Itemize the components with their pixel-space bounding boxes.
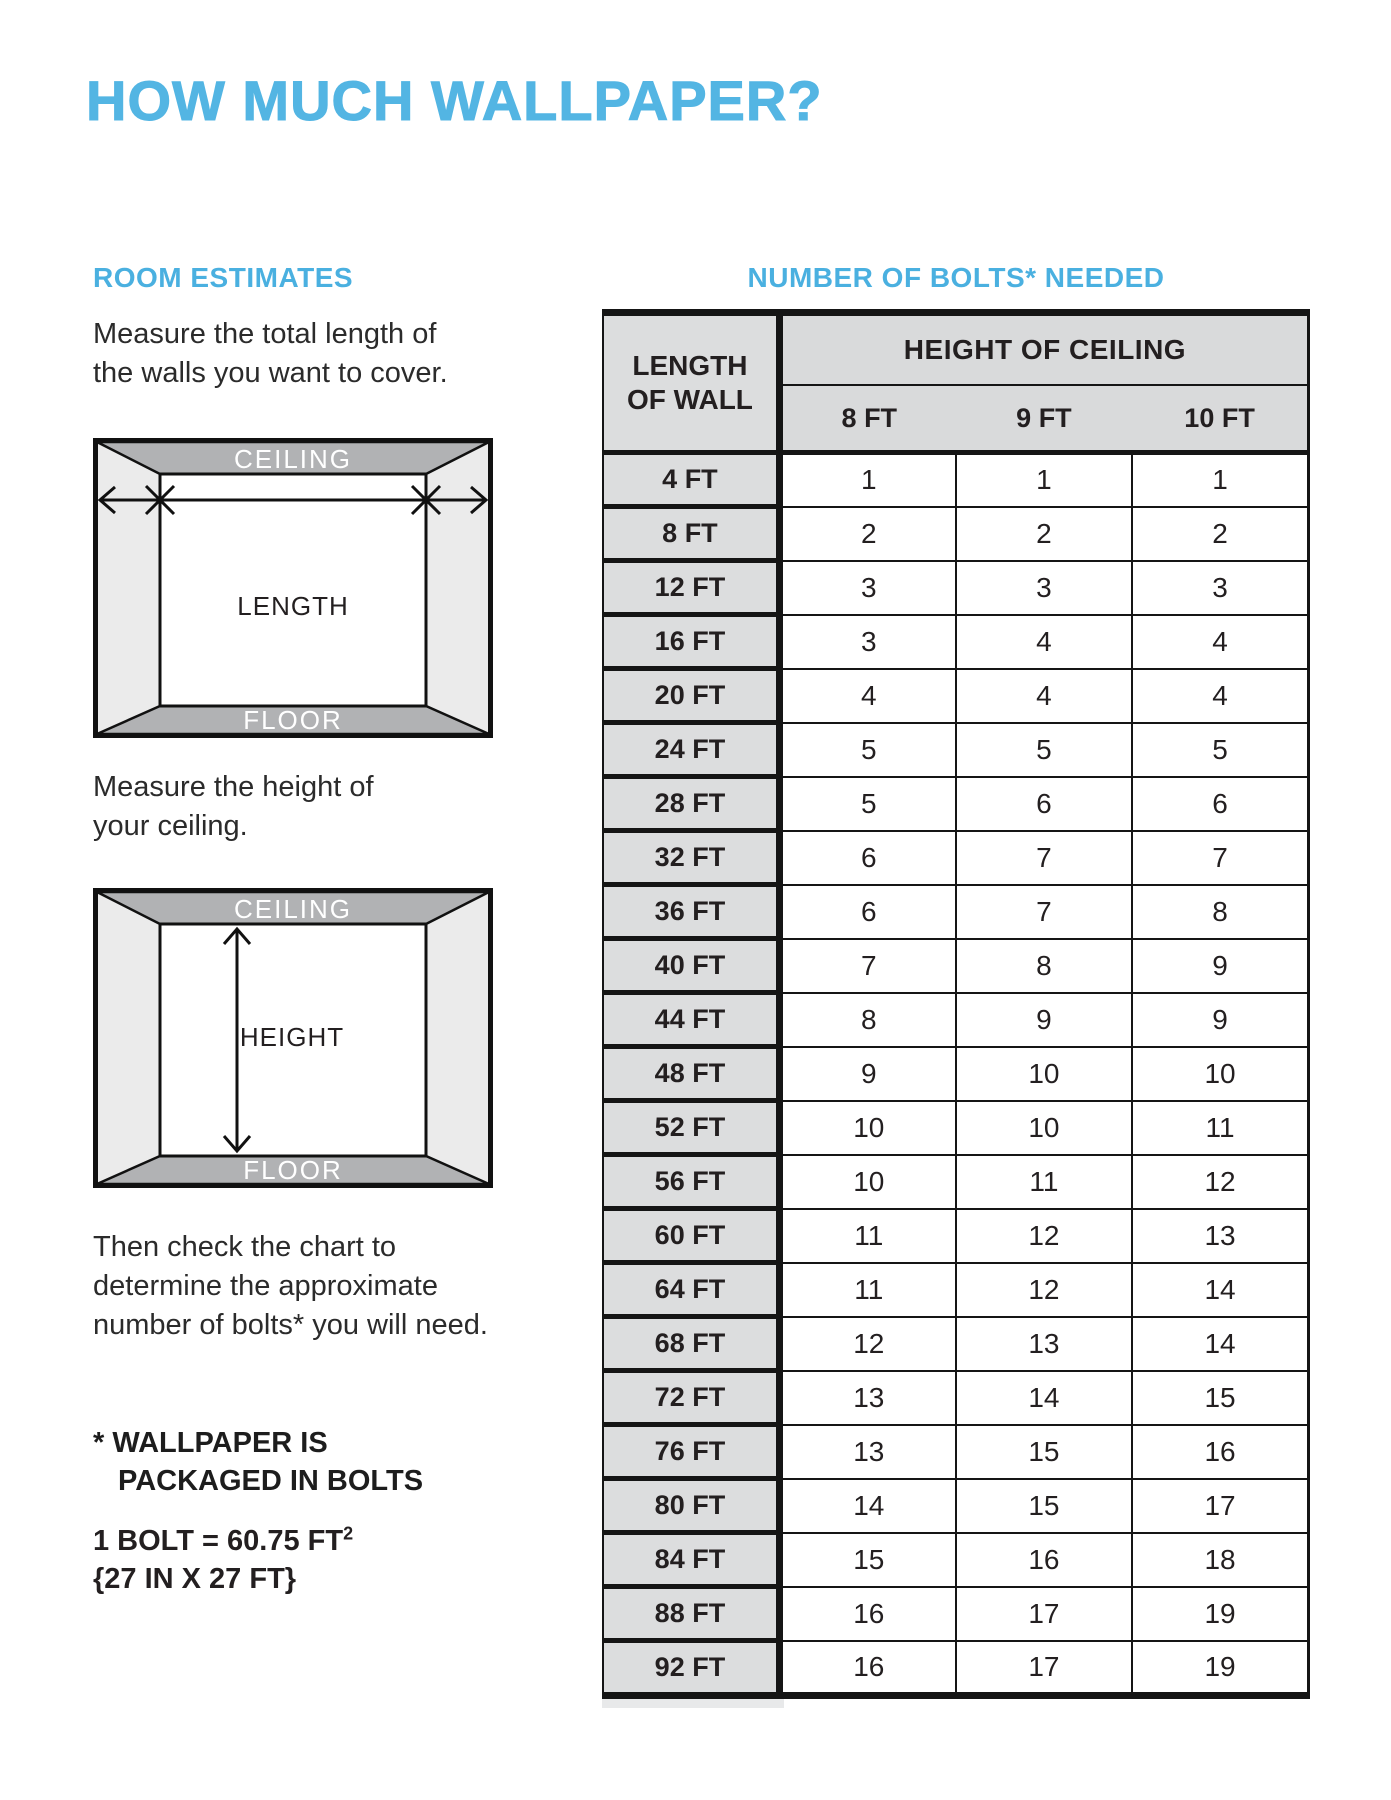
table-row	[603, 561, 1309, 615]
bolts-8ft-cell: 6	[779, 885, 955, 939]
bolts-10ft-cell: 5	[1132, 723, 1308, 777]
bolts-10ft-cell: 19	[1132, 1587, 1308, 1641]
bolts-8ft-cell: 11	[779, 1263, 955, 1317]
bolts-9ft-cell: 8	[956, 939, 1132, 993]
table-row	[603, 507, 1309, 561]
room-estimates-heading: ROOM ESTIMATES	[93, 262, 354, 293]
bolts-9ft-cell: 15	[956, 1425, 1132, 1479]
bolts-8ft-cell: 5	[779, 723, 955, 777]
instruction-line: determine the approximate	[93, 1270, 438, 1302]
table-row	[603, 1155, 1309, 1209]
bolts-10ft-cell: 1	[1132, 453, 1308, 507]
bolts-10ft-cell: 7	[1132, 831, 1308, 885]
ceiling-label: CEILING	[233, 444, 353, 474]
bolts-10ft-cell: 4	[1132, 669, 1308, 723]
bolts-9ft-cell: 7	[956, 885, 1132, 939]
column-header-10ft: 10 FT	[1132, 385, 1308, 453]
table-row	[603, 1317, 1309, 1371]
bolts-8ft-cell: 5	[779, 777, 955, 831]
bolts-10ft-cell: 6	[1132, 777, 1308, 831]
table-row	[603, 1263, 1309, 1317]
bolts-9ft-cell: 10	[956, 1101, 1132, 1155]
table-row	[603, 669, 1309, 723]
bolts-10ft-cell: 4	[1132, 615, 1308, 669]
bolts-8ft-cell: 14	[779, 1479, 955, 1533]
wall-length-cell: 44 FT	[603, 993, 779, 1047]
wall-length-cell: 76 FT	[603, 1425, 779, 1479]
bolts-9ft-cell: 16	[956, 1533, 1132, 1587]
bolts-10ft-cell: 14	[1132, 1317, 1308, 1371]
bolts-9ft-cell: 17	[956, 1587, 1132, 1641]
bolts-10ft-cell: 16	[1132, 1425, 1308, 1479]
bolts-10ft-cell: 14	[1132, 1263, 1308, 1317]
table-bottom-shadow	[602, 1699, 784, 1708]
bolts-9ft-cell: 7	[956, 831, 1132, 885]
bolt-size-info	[93, 1522, 353, 1598]
bolts-8ft-cell: 10	[779, 1155, 955, 1209]
table-row	[603, 885, 1309, 939]
height-of-ceiling-header: HEIGHT OF CEILING	[779, 313, 1308, 386]
column-header-8ft: 8 FT	[779, 385, 955, 453]
instruction-line: your ceiling.	[93, 810, 248, 842]
floor-label: FLOOR	[243, 1155, 343, 1185]
bolt-equation-text: 1 BOLT = 60.75 FT	[93, 1525, 344, 1557]
length-label: LENGTH	[237, 591, 349, 621]
table-row	[603, 1047, 1309, 1101]
ceiling-label: CEILING	[233, 894, 353, 924]
wall-length-cell: 80 FT	[603, 1479, 779, 1533]
bolts-9ft-cell: 12	[956, 1209, 1132, 1263]
table-row	[603, 615, 1309, 669]
bolts-8ft-cell: 9	[779, 1047, 955, 1101]
table-row	[603, 939, 1309, 993]
bolts-9ft-cell: 4	[956, 669, 1132, 723]
wall-length-cell: 88 FT	[603, 1587, 779, 1641]
wall-length-cell: 12 FT	[603, 561, 779, 615]
wall-length-cell: 64 FT	[603, 1263, 779, 1317]
bolts-10ft-cell: 2	[1132, 507, 1308, 561]
bolts-10ft-cell: 13	[1132, 1209, 1308, 1263]
bolts-10ft-cell: 3	[1132, 561, 1308, 615]
column-header-9ft: 9 FT	[956, 385, 1132, 453]
table-row	[603, 1533, 1309, 1587]
bolts-8ft-cell: 13	[779, 1425, 955, 1479]
bolts-10ft-cell: 11	[1132, 1101, 1308, 1155]
footnote-line: PACKAGED IN BOLTS	[118, 1465, 424, 1497]
instruction-line: number of bolts* you will need.	[93, 1309, 488, 1341]
instruction-measure-height	[93, 768, 374, 846]
bolts-8ft-cell: 15	[779, 1533, 955, 1587]
wall-length-cell: 28 FT	[603, 777, 779, 831]
bolts-8ft-cell: 8	[779, 993, 955, 1047]
wall-length-cell: 68 FT	[603, 1317, 779, 1371]
wall-length-cell: 4 FT	[603, 453, 779, 507]
wall-length-cell: 8 FT	[603, 507, 779, 561]
bolts-9ft-cell: 12	[956, 1263, 1132, 1317]
table-row	[603, 831, 1309, 885]
table-row	[603, 453, 1309, 507]
bolts-9ft-cell: 3	[956, 561, 1132, 615]
bolts-10ft-cell: 17	[1132, 1479, 1308, 1533]
bolts-10ft-cell: 15	[1132, 1371, 1308, 1425]
bolts-8ft-cell: 6	[779, 831, 955, 885]
bolt-equation-superscript: 2	[343, 1523, 354, 1544]
table-row	[603, 723, 1309, 777]
table-row	[603, 1425, 1309, 1479]
page-title: HOW MUCH WALLPAPER?	[86, 69, 823, 132]
bolts-10ft-cell: 8	[1132, 885, 1308, 939]
instruction-check-chart	[93, 1228, 488, 1345]
back-wall	[160, 474, 426, 706]
bolts-8ft-cell: 1	[779, 453, 955, 507]
bolts-8ft-cell: 13	[779, 1371, 955, 1425]
room-height-diagram	[93, 888, 493, 1188]
table-row	[603, 777, 1309, 831]
wall-length-cell: 92 FT	[603, 1641, 779, 1696]
bolts-9ft-cell: 4	[956, 615, 1132, 669]
bolts-9ft-cell: 9	[956, 993, 1132, 1047]
bolts-table	[602, 309, 1310, 1699]
bolts-9ft-cell: 2	[956, 507, 1132, 561]
floor-label: FLOOR	[243, 705, 343, 735]
bolts-8ft-cell: 7	[779, 939, 955, 993]
bolts-9ft-cell: 11	[956, 1155, 1132, 1209]
bolts-8ft-cell: 3	[779, 615, 955, 669]
bolts-9ft-cell: 15	[956, 1479, 1132, 1533]
table-row	[603, 1209, 1309, 1263]
bolts-8ft-cell: 10	[779, 1101, 955, 1155]
bolts-9ft-cell: 1	[956, 453, 1132, 507]
table-row	[603, 1587, 1309, 1641]
room-length-diagram	[93, 438, 493, 738]
bolts-9ft-cell: 5	[956, 723, 1132, 777]
length-of-wall-header-line: LENGTH	[632, 350, 748, 381]
instruction-line: Then check the chart to	[93, 1231, 397, 1263]
bolts-8ft-cell: 2	[779, 507, 955, 561]
bolts-9ft-cell: 17	[956, 1641, 1132, 1696]
table-row	[603, 1371, 1309, 1425]
bolts-8ft-cell: 16	[779, 1587, 955, 1641]
wallpaper-bolts-footnote	[93, 1424, 423, 1500]
wall-length-cell: 48 FT	[603, 1047, 779, 1101]
table-row	[603, 1479, 1309, 1533]
bolts-9ft-cell: 14	[956, 1371, 1132, 1425]
bolts-10ft-cell: 18	[1132, 1533, 1308, 1587]
bolts-10ft-cell: 19	[1132, 1641, 1308, 1696]
instruction-line: the walls you want to cover.	[93, 357, 448, 389]
bolts-10ft-cell: 10	[1132, 1047, 1308, 1101]
footnote-line: * WALLPAPER IS	[93, 1427, 328, 1459]
instruction-line: Measure the height of	[93, 771, 374, 803]
wall-length-cell: 36 FT	[603, 885, 779, 939]
bolt-equation	[93, 1522, 353, 1560]
bolts-8ft-cell: 3	[779, 561, 955, 615]
table-row	[603, 1101, 1309, 1155]
bolts-10ft-cell: 9	[1132, 993, 1308, 1047]
length-of-wall-header	[603, 313, 779, 453]
table-row	[603, 1641, 1309, 1696]
length-of-wall-header-line: OF WALL	[626, 384, 753, 415]
bolts-9ft-cell: 13	[956, 1317, 1132, 1371]
wall-length-cell: 20 FT	[603, 669, 779, 723]
bolts-9ft-cell: 6	[956, 777, 1132, 831]
bolts-8ft-cell: 11	[779, 1209, 955, 1263]
wall-length-cell: 24 FT	[603, 723, 779, 777]
wall-length-cell: 16 FT	[603, 615, 779, 669]
instruction-measure-length	[93, 315, 448, 393]
instruction-line: Measure the total length of	[93, 318, 437, 350]
wall-length-cell: 84 FT	[603, 1533, 779, 1587]
bolts-8ft-cell: 4	[779, 669, 955, 723]
wall-length-cell: 56 FT	[603, 1155, 779, 1209]
bolts-9ft-cell: 10	[956, 1047, 1132, 1101]
wall-length-cell: 32 FT	[603, 831, 779, 885]
wall-length-cell: 60 FT	[603, 1209, 779, 1263]
wall-length-cell: 52 FT	[603, 1101, 779, 1155]
wall-length-cell: 40 FT	[603, 939, 779, 993]
wall-length-cell: 72 FT	[603, 1371, 779, 1425]
bolts-10ft-cell: 9	[1132, 939, 1308, 993]
bolts-8ft-cell: 12	[779, 1317, 955, 1371]
bolts-8ft-cell: 16	[779, 1641, 955, 1696]
table-row	[603, 993, 1309, 1047]
bolts-table-heading: NUMBER OF BOLTS* NEEDED	[747, 262, 1165, 293]
bolts-table-container	[602, 309, 1310, 1708]
bolts-10ft-cell: 12	[1132, 1155, 1308, 1209]
bolt-dimensions: {27 IN X 27 FT}	[93, 1563, 297, 1595]
height-label: HEIGHT	[239, 1022, 345, 1052]
